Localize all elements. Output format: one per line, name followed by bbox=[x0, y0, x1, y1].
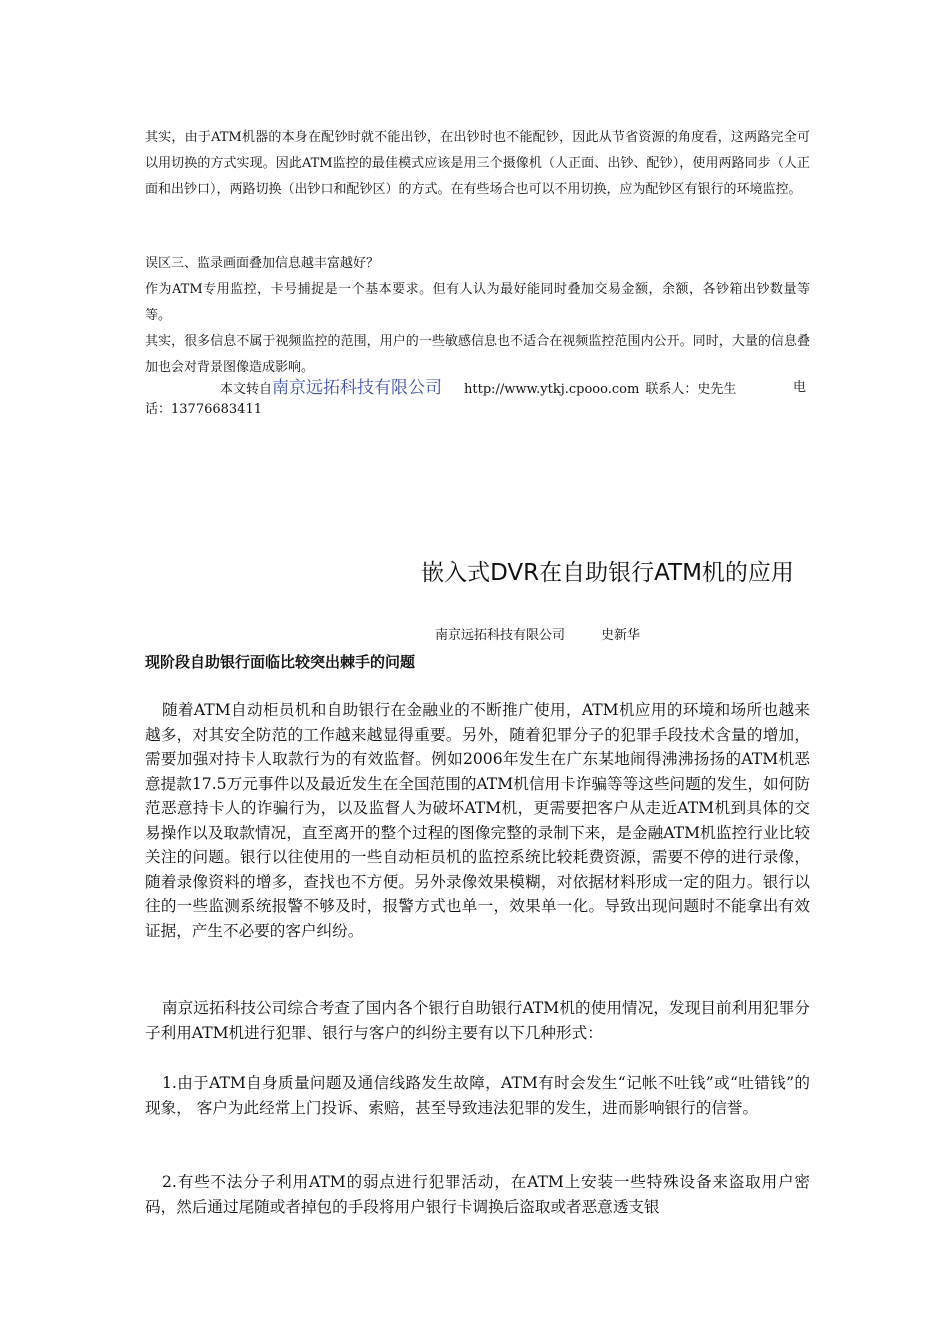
credit-line bbox=[220, 375, 736, 403]
article-paragraph-4-text: 2.有些不法分子利用ATM的弱点进行犯罪活动，在ATM上安装一些特殊设备来盗取用户密码，然后通过尾随或者掉包的手段将用户银行卡调换后盗取或者恶意透支银 bbox=[145, 1173, 810, 1216]
article-paragraph-3-text: 1.由于ATM自身质量问题及通信线路发生故障，ATM有时会发生“记帐不吐钱”或“吐错钱”的现象， 客户为此经常上门投诉、索赔，甚至导致违法犯罪的发生，进而影响银行的信誉。 bbox=[145, 1074, 810, 1117]
credit-contact: 联系人：史先生 bbox=[645, 382, 737, 397]
intro-paragraph-1-text: 其实，由于ATM机器的本身在配钞时就不能出钞，在出钞时也不能配钞，因此从节省资源的角度看，这两路完全可以用切换的方式实现。因此ATM监控的最佳模式应该是用三个摄像机（人正面、出钞、配钞），使用两路同步（人正面和出钞口），两路切换（出钞口和配钞区）的方式。在有些场合也可以不用切换，应为配钞区有银行的环境监控。 bbox=[145, 130, 810, 197]
article-title-text: 嵌入式DVR在自助银行ATM机的应用 bbox=[421, 560, 794, 586]
article-paragraph-1 bbox=[145, 698, 810, 943]
byline-company: 南京远拓科技有限公司 bbox=[435, 628, 566, 643]
credit-company-link[interactable]: 南京远拓科技有限公司 bbox=[272, 378, 443, 398]
credit-url[interactable]: http://www.ytkj.cpooo.com bbox=[464, 382, 640, 397]
misconception-title: 误区三、监录画面叠加信息越丰富越好？ bbox=[145, 256, 380, 271]
credit-phone: 话：13776683411 bbox=[145, 402, 262, 417]
article-paragraph-2-text: 南京远拓科技公司综合考查了国内各个银行自助银行ATM机的使用情况，发现目前利用犯罪分子利用ATM机进行犯罪、银行与客户的纠纷主要有以下几种形式： bbox=[145, 999, 810, 1042]
credit-phone-label: 电 bbox=[793, 380, 807, 395]
byline-author: 史新华 bbox=[601, 628, 641, 643]
article-title bbox=[0, 556, 950, 590]
misconception-section bbox=[145, 251, 810, 381]
article-paragraph-1-text: 随着ATM自动柜员机和自助银行在金融业的不断推广使用，ATM机应用的环境和场所也越来越多，对其安全防范的工作越来越显得重要。另外，随着犯罪分子的犯罪手段技术含量的增加，需要加强对持卡人取款行为的有效监督。例如2006年发生在广东某地闹得沸沸扬扬的ATM机恶意提款17.5万元事件以及最近发生在全国范围的ATM机信用卡诈骗等等这些问题的发生，如何防范恶意持卡人的诈骗行为，以及监督人为破坏ATM机，更需要把客户从走近ATM机到具体的交易操作以及取款情况，直至离开的整个过程的图像完整的录制下来，是金融ATM机监控行业比较关注的问题。银行以往使用的一些自动柜员机的监控系统比较耗费资源，需要不停的进行录像，随着录像资料的增多，查找也不方便。另外录像效果模糊，对依据材料形成一定的阻力。银行以往的一些监测系统报警不够及时，报警方式也单一，效果单一化。导致出现问题时不能拿出有效证据，产生不必要的客户纠纷。 bbox=[145, 701, 810, 940]
article-paragraph-2 bbox=[145, 996, 810, 1045]
intro-paragraph-1 bbox=[145, 125, 810, 203]
intro-paragraph-3: 其实，很多信息不属于视频监控的范围，用户的一些敏感信息也不适合在视频监控范围内公开。同时，大量的信息叠加也会对背景图像造成影响。 bbox=[145, 334, 810, 375]
section-heading: 现阶段自助银行面临比较突出棘手的问题 bbox=[145, 653, 416, 671]
article-paragraph-3 bbox=[145, 1071, 810, 1120]
credit-prefix: 本文转自 bbox=[220, 382, 273, 397]
intro-paragraph-2: 作为ATM专用监控，卡号捕捉是一个基本要求。但有人认为最好能同时叠加交易金额，余额，各钞箱出钞数量等等。 bbox=[145, 282, 810, 323]
article-byline bbox=[435, 626, 640, 646]
article-paragraph-4 bbox=[145, 1170, 810, 1219]
